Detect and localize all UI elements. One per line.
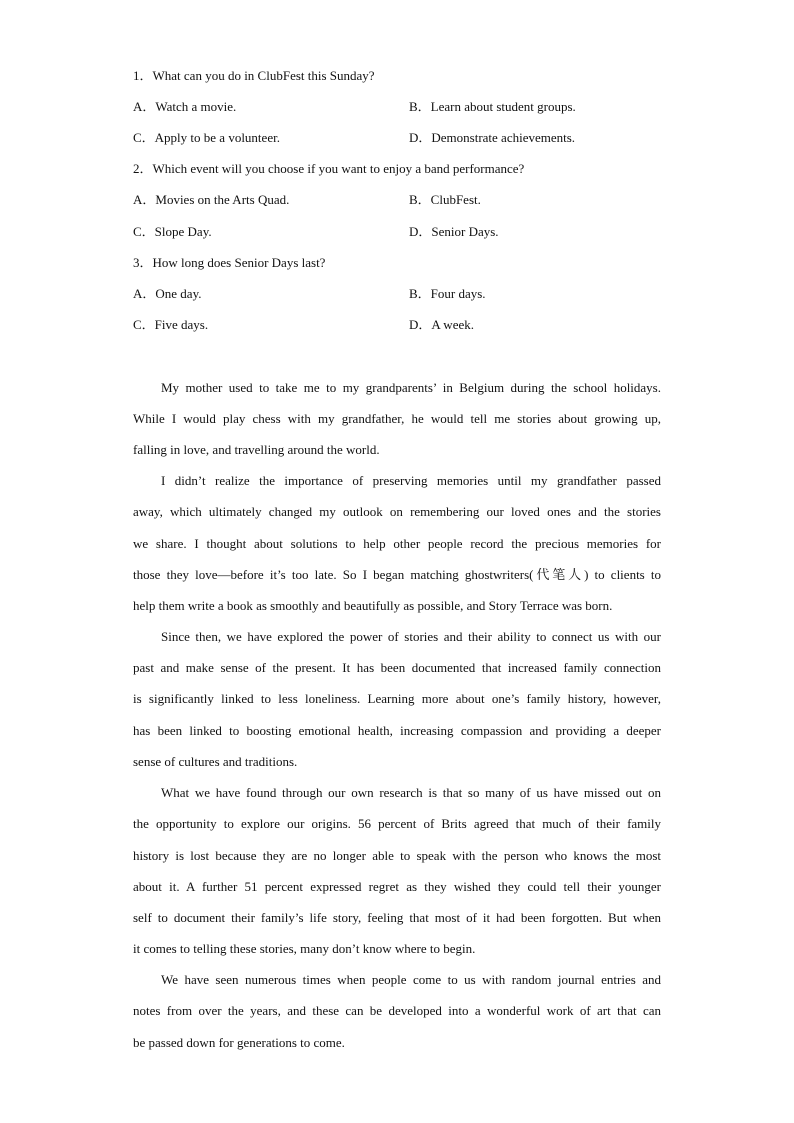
question-1-stem: 1．What can you do in ClubFest this Sunday? [133,68,375,83]
question-2-option-d: D．Senior Days. [409,224,499,239]
question-3-option-c: C．Five days. [133,317,209,332]
passage-paragraph-5-line-3: be passed down for generations to come. [133,1035,345,1050]
passage-paragraph-3-line-5: sense of cultures and traditions. [133,754,298,769]
passage-paragraph-4-line-2: the opportunity to explore our origins. 56 percent of Brits agreed that much of their family [133,816,661,831]
question-2-stem: 2．Which event will you choose if you want to enjoy a band performance? [133,161,525,176]
question-3-option-b: B．Four days. [409,286,486,301]
question-1-option-b: B．Learn about student groups. [409,99,576,114]
passage-paragraph-2-line-5: help them write a book as smoothly and beautifully as possible, and Story Terrace was born. [133,598,613,613]
passage-paragraph-3-line-2: past and make sense of the present. It has been documented that increased family connection [133,660,661,675]
passage-paragraph-3-line-3: is significantly linked to less loneliness. Learning more about one’s family history, however, [133,691,661,706]
passage-paragraph-3-line-1: Since then, we have explored the power of stories and their ability to connect us with our [161,629,661,644]
passage-paragraph-2-line-1: I didn’t realize the importance of preserving memories until my grandfather passed [161,473,661,488]
question-3-option-d: D．A week. [409,317,474,332]
passage-paragraph-1-line-2: While I would play chess with my grandfather, he would tell me stories about growing up, [133,411,661,426]
passage-paragraph-2-line-4: those they love—before it’s too late. So I began matching ghostwriters(代笔人) to clients to [133,567,661,582]
passage-paragraph-4-line-1: What we have found through our own research is that so many of us have missed out on [161,785,661,800]
question-1-option-a: A．Watch a movie. [133,99,237,114]
passage-paragraph-1-line-1: My mother used to take me to my grandparents’ in Belgium during the school holidays. [161,380,661,395]
passage-paragraph-5-line-1: We have seen numerous times when people come to us with random journal entries and [161,972,661,987]
passage-paragraph-1-line-3: falling in love, and travelling around the world. [133,442,380,457]
question-3-option-a: A．One day. [133,286,202,301]
passage-paragraph-4-line-4: about it. A further 51 percent expressed regret as they wished they could tell their younger [133,879,661,894]
question-2-option-b: B．ClubFest. [409,192,481,207]
question-2-option-a: A．Movies on the Arts Quad. [133,192,290,207]
question-1-option-d: D．Demonstrate achievements. [409,130,576,145]
passage-paragraph-2-line-3: we share. I thought about solutions to help other people record the precious memories for [133,536,661,551]
passage-paragraph-2-line-2: away, which ultimately changed my outlook on remembering our loved ones and the stories [133,504,661,519]
question-3-stem: 3．How long does Senior Days last? [133,255,326,270]
passage-paragraph-4-line-3: history is lost because they are no longer able to speak with the person who knows the most [133,848,661,863]
passage-paragraph-4-line-6: it comes to telling these stories, many don’t know where to begin. [133,941,476,956]
passage-paragraph-4-line-5: self to document their family’s life story, feeling that most of it had been forgotten. But when [133,910,661,925]
question-2-option-c: C．Slope Day. [133,224,212,239]
passage-paragraph-3-line-4: has been linked to boosting emotional health, increasing compassion and providing a deeper [133,723,661,738]
passage-paragraph-5-line-2: notes from over the years, and these can be developed into a wonderful work of art that can [133,1003,661,1018]
question-1-option-c: C．Apply to be a volunteer. [133,130,280,145]
